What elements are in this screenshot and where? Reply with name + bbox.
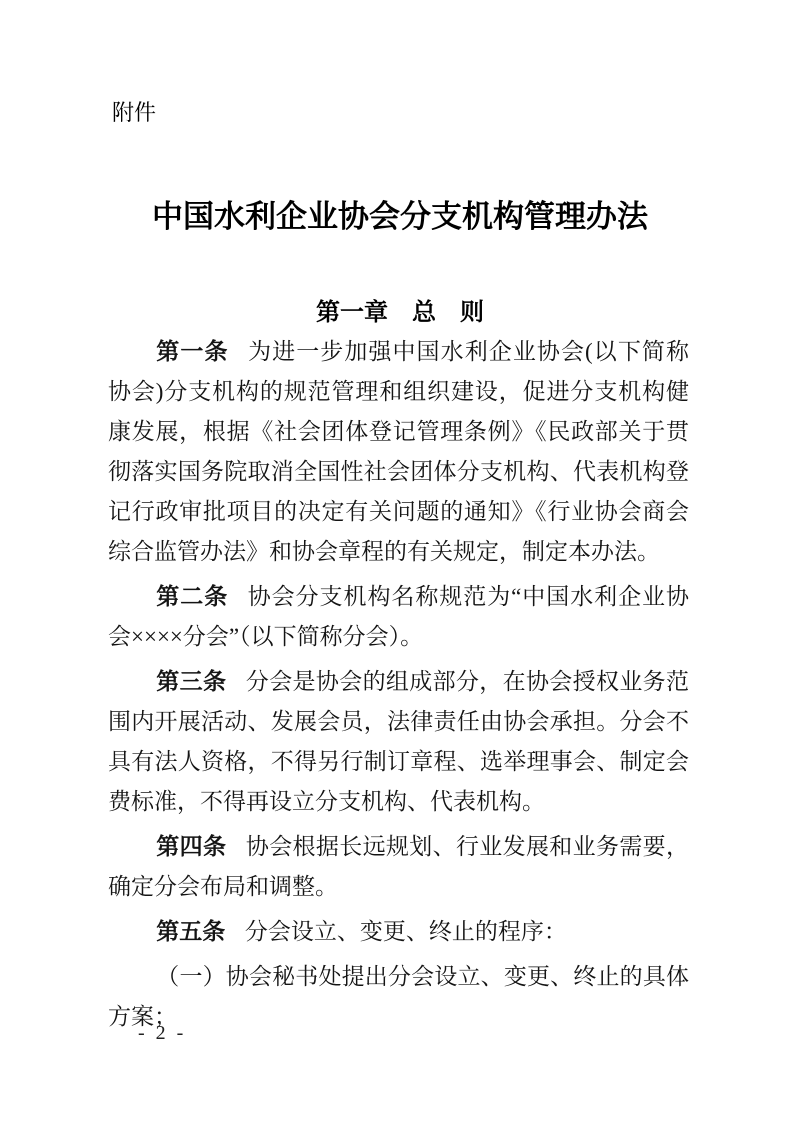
clause-text: 分会是协会的组成部分，在协会授权业务范围内开展活动、发展会员，法律责任由协会承担。分会不具有法人资格，不得另行制订章程、选举理事会、制定会费标准，不得再设立分支机构、代表机构。: [108, 669, 690, 814]
page-number: - 2 -: [138, 1022, 187, 1044]
clause-text: 分会设立、变更、终止的程序：: [244, 919, 567, 944]
document-body: [108, 332, 689, 1037]
clause-paragraph: [108, 662, 689, 822]
clause-label: 第五条: [156, 919, 226, 944]
clause-paragraph: [108, 827, 689, 907]
clause-label: 第二条: [156, 584, 229, 609]
clause-text: 协会分支机构名称规范为“中国水利企业协会××××分会”（以下简称分会）。: [108, 584, 690, 649]
clause-label: 第四条: [156, 834, 227, 859]
clause-text: 协会根据长远规划、行业发展和业务需要，确定分会布局和调整。: [108, 834, 690, 899]
clause-label: 第一条: [156, 339, 229, 364]
chapter-heading: 第一章 总 则: [316, 299, 484, 326]
clause-paragraph: [108, 332, 689, 572]
clause-paragraph: [108, 957, 689, 1037]
clause-paragraph: [108, 912, 689, 952]
clause-text: 为进一步加强中国水利企业协会(以下简称协会)分支机构的规范管理和组织建设，促进分支机构健康发展，根据《社会团体登记管理条例》《民政部关于贯彻落实国务院取消全国性社会团体分支机构、代表机构登记行政审批项目的决定有关问题的通知》《行业协会商会综合监管办法》和协会章程的有关规定，制定本办法。: [108, 339, 689, 564]
clause-text: （一）协会秘书处提出分会设立、变更、终止的具体方案；: [108, 964, 689, 1029]
attachment-label: 附件: [112, 100, 157, 125]
clause-label: 第三条: [156, 669, 227, 694]
clause-paragraph: [108, 577, 689, 657]
document-title: 中国水利企业协会分支机构管理办法: [152, 199, 648, 234]
